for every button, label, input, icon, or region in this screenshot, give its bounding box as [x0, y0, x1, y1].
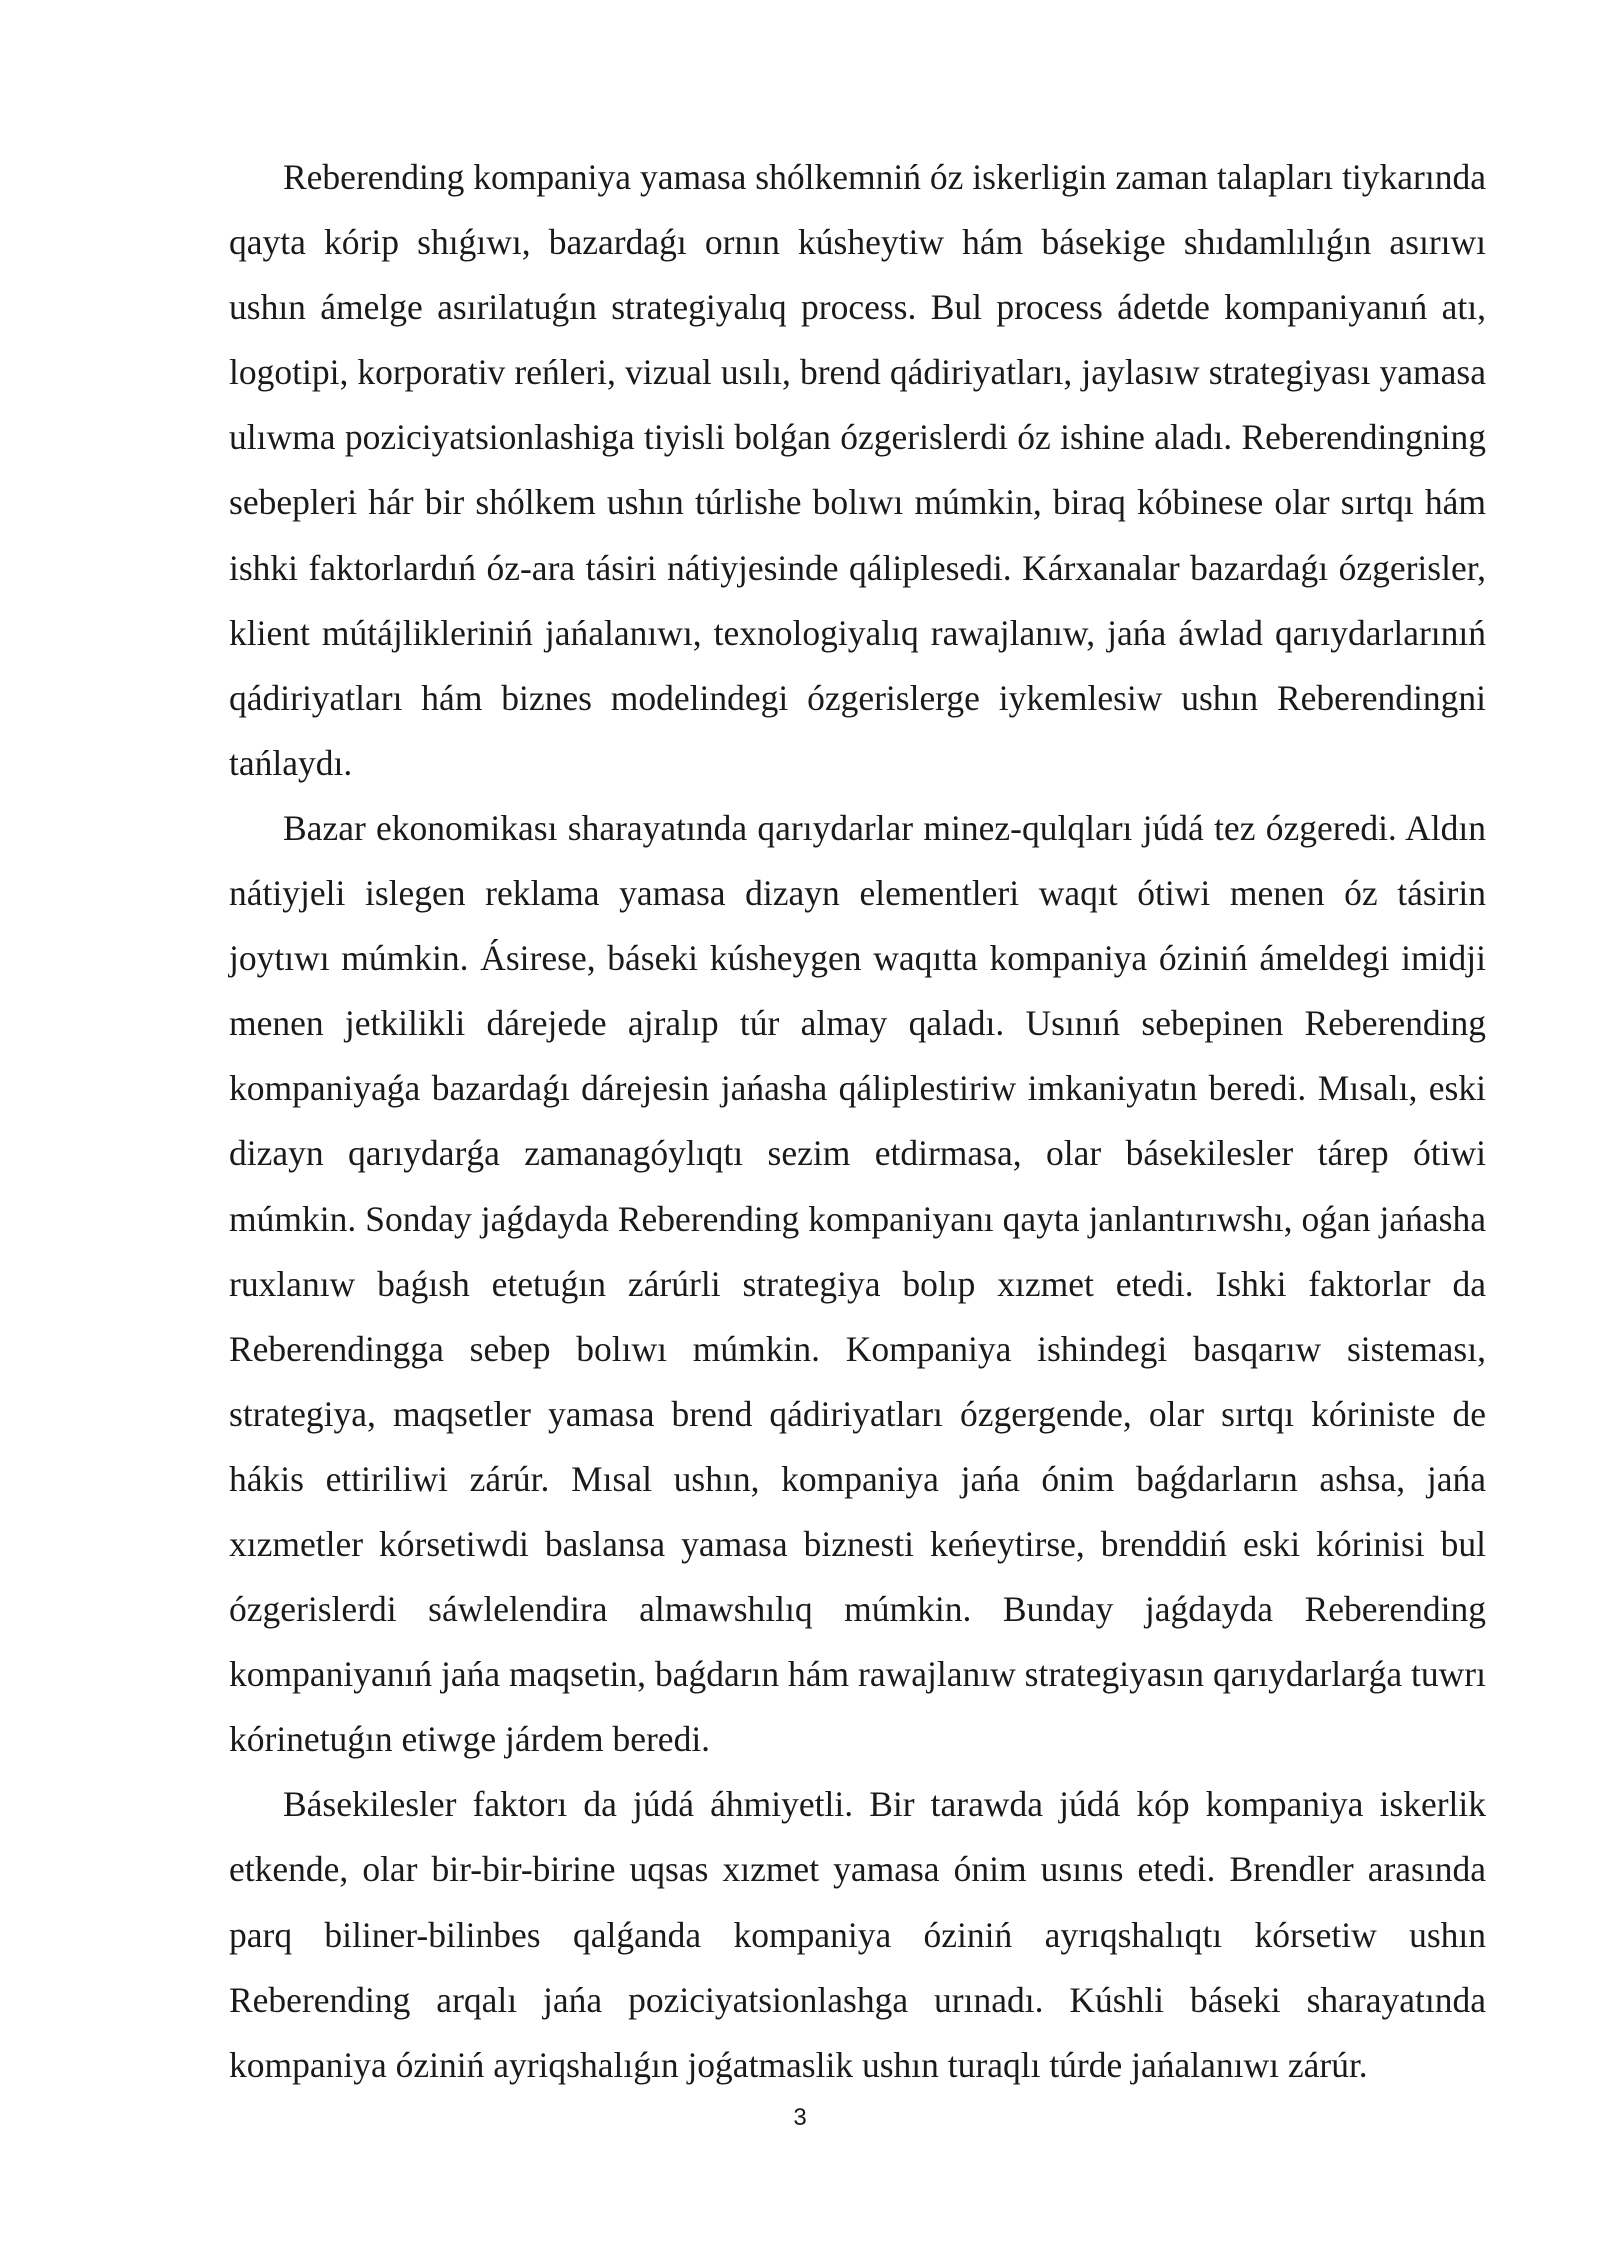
paragraph-3: Básekilesler faktorı da júdá áhmiyetli. Bir tarawda júdá kóp kompaniya iskerlik etkende, olar bir-bir-birine uqsas xızmet yamasa ónim usınıs etedi. Brendler arasında parq biliner-bilinbes qalǵanda kompaniya óziniń ayrıqshalıqtı kórsetiw ushın Reberending arqalı jańa poziciyatsionlashga urınadı. Kúshli báseki sharayatında kompaniya óziniń ayriqshalıǵın joǵatmaslik ushın turaqlı túrde jańalanıwı zárúr.	[229, 1784, 1486, 2085]
paragraph-2: Bazar ekonomikası sharayatında qarıydarlar minez-qulqları júdá tez ózgeredi. Aldın nátiyjeli islegen reklama yamasa dizayn elementleri waqıt ótiwi menen óz tásirin joytıwı múmkin. Ásirese, báseki kúsheygen waqıtta kompaniya óziniń ámeldegi imidji menen jetkilikli dárejede ajralıp túr almay qaladı. Usınıń sebepinen Reberending kompaniyaǵa bazardaǵı dárejesin jańasha qáliplestiriw imkaniyatın beredi. Mısalı, eski dizayn qarıydarǵa zamanagóylıqtı sezim etdirmasa, olar básekilesler tárep ótiwi múmkin. Sonday jaǵdayda Reberending kompaniyanı qayta janlantırıwshı, oǵan jańasha ruxlanıw baǵısh etetuǵın zárúrli strategiya bolıp xızmet etedi. Ishki faktorlar da Reberendingga sebep bolıwı múmkin. Kompaniya ishindegi basqarıw sisteması, strategiya, maqsetler yamasa brend qádiriyatları ózgergende, olar sırtqı kóriniste de hákis ettiriliwi zárúr. Mısal ushın, kompaniya jańa ónim baǵdarların ashsa, jańa xızmetler kórsetiwdi baslansa yamasa biznesti keńeytirse, brenddiń eski kórinisi bul ózgerislerdi sáwlelendira almawshılıq múmkin. Bunday jaǵdayda Reberending kompaniyanıń jańa maqsetin, baǵdarın hám rawajlanıw strategiyasın qarıydarlarǵa tuwrı kórinetuǵın etiwge járdem beredi.	[229, 807, 1486, 1760]
page-number: 3	[793, 2104, 807, 2131]
paragraph-1: Reberending kompaniya yamasa shólkemniń óz iskerligin zaman talapları tiykarında qayta kórip shıǵıwı, bazardaǵı ornın kúsheytiw hám básekige shıdamlılıǵın asırıwı ushın ámelge asırilatuǵın strategiyalıq process. Bul process ádetde kompaniyanıń atı, logotipi, korporativ reńleri, vizual usılı, brend qádiriyatları, jaylasıw strategiyası yamasa ulıwma poziciyatsionlashiga tiyisli bolǵan ózgerislerdi óz ishine aladı. Reberendingning sebepleri hár bir shólkem ushın túrlishe bolıwı múmkin, biraq kóbinese olar sırtqı hám ishki faktorlardıń óz-ara tásiri nátiyjesinde qáliplesedi. Kárxanalar bazardaǵı ózgerisler, klient mútájlikleriniń jańalanıwı, texnologiyalıq rawajlanıw, jańa áwlad qarıydarlarınıń qádiriyatları hám biznes modelindegi ózgerislerge iykemlesiw ushın Reberendingni tańlaydı.	[229, 157, 1486, 783]
body-text	[229, 145, 1486, 2098]
